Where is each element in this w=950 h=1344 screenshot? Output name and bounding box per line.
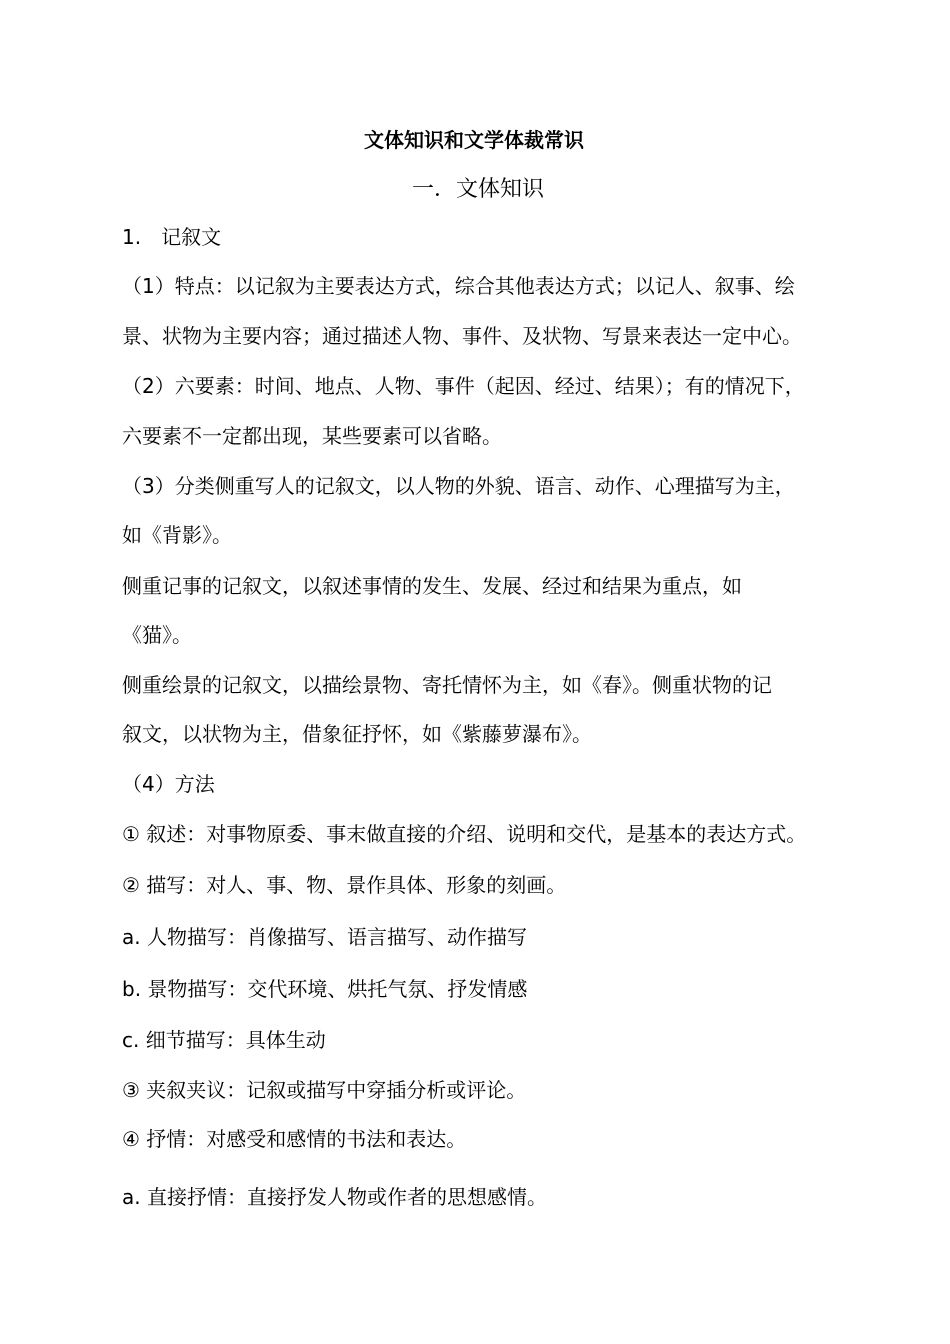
text-line: 叙文，以状物为主，借象征抒怀，如《紫藤萝瀑布》。 bbox=[122, 722, 592, 746]
text-line: 《猫》。 bbox=[122, 623, 192, 647]
text-line: （2）六要素：时间、地点、人物、事件（起因、经过、结果）；有的情况下， bbox=[122, 374, 805, 398]
text-line: a. 直接抒情：直接抒发人物或作者的思想感情。 bbox=[122, 1185, 547, 1209]
text-line: （1）特点：以记叙为主要表达方式，综合其他表达方式；以记人、叙事、绘 bbox=[122, 274, 795, 298]
text-line: ④ 抒情：对感受和感情的书法和表达。 bbox=[122, 1127, 467, 1151]
text-line: ② 描写：对人、事、物、景作具体、形象的刻画。 bbox=[122, 873, 567, 897]
text-line: ① 叙述：对事物原委、事末做直接的介绍、说明和交代，是基本的表达方式。 bbox=[122, 822, 807, 846]
text-line: 侧重记事的记叙文，以叙述事情的发生、发展、经过和结果为重点，如 bbox=[122, 574, 742, 598]
text-line: （4）方法 bbox=[122, 772, 215, 796]
text-line: b. 景物描写：交代环境、烘托气氛、抒发情感 bbox=[122, 977, 528, 1001]
text-line: 六要素不一定都出现，某些要素可以省略。 bbox=[122, 424, 502, 448]
text-line: 如《背影》。 bbox=[122, 523, 232, 547]
document-title: 文体知识和文学体裁常识 bbox=[364, 128, 584, 152]
text-line: 侧重绘景的记叙文，以描绘景物、寄托情怀为主，如《春》。侧重状物的记 bbox=[122, 673, 772, 697]
text-line: a. 人物描写：肖像描写、语言描写、动作描写 bbox=[122, 925, 527, 949]
section-heading: 一．文体知识 bbox=[412, 177, 545, 202]
text-line: （3）分类侧重写人的记叙文，以人物的外貌、语言、动作、心理描写为主， bbox=[122, 474, 795, 498]
text-line: ③ 夹叙夹议：记叙或描写中穿插分析或评论。 bbox=[122, 1078, 527, 1102]
text-line: 景、状物为主要内容；通过描述人物、事件、及状物、写景来表达一定中心。 bbox=[122, 324, 802, 348]
text-line: 1. 记叙文 bbox=[122, 225, 222, 249]
text-line: c. 细节描写：具体生动 bbox=[122, 1028, 326, 1052]
